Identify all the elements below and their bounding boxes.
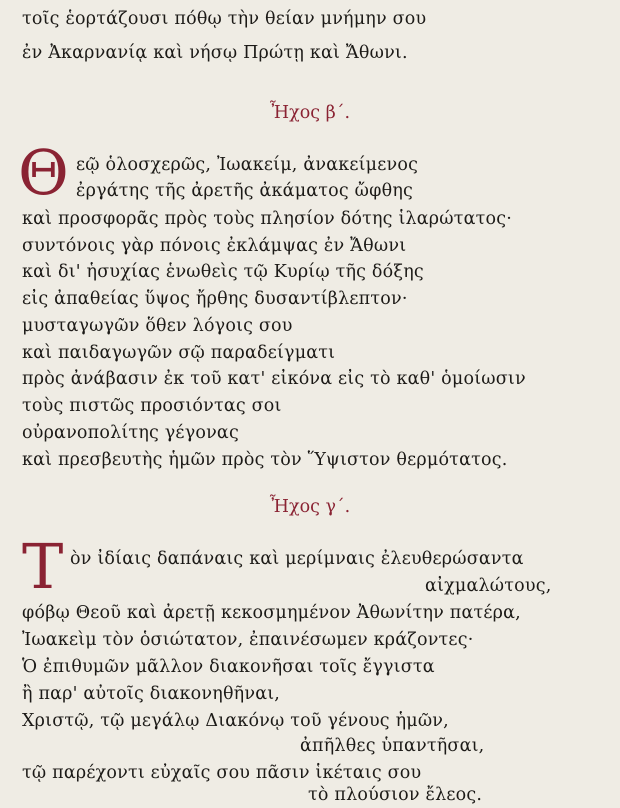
section-heading-tone-2: Ἦχος β΄. bbox=[269, 103, 351, 123]
hymn2-line-12: καὶ πρεσβευτὴς ἡμῶν πρὸς τὸν Ὕψιστον θερμότατος. bbox=[22, 450, 508, 470]
hymn2-line-3: καὶ προσφορᾶς πρὸς τοὺς πλησίον δότης ἱλαρώτατος· bbox=[22, 209, 513, 229]
hymn3-line-4: Ἰωακεὶμ τὸν ὁσιώτατον, ἐπαινέσωμεν κράζοντες· bbox=[22, 630, 474, 650]
hymn3-line-9: τῷ παρέχοντι εὐχαῖς σου πᾶσιν ἱκέταις σου bbox=[22, 763, 422, 783]
drop-cap-theta: Θ bbox=[18, 136, 69, 209]
hymn2-line-6: εἰς ἀπαθείας ὕψος ἤρθης δυσαντίβλεπτον· bbox=[22, 289, 408, 309]
drop-cap-tau: Τ bbox=[22, 530, 64, 603]
hymn3-line-2: αἰχμαλώτους, bbox=[425, 576, 552, 596]
hymn3-line-7: Χριστῷ, τῷ μεγάλῳ Διακόνῳ τοῦ γένους ἡμῶν, bbox=[22, 711, 449, 731]
hymn2-line-11: οὐρανοπολίτης γέγονας bbox=[22, 423, 239, 443]
hymn2-line-10: τοὺς πιστῶς προσιόντας σοι bbox=[22, 396, 282, 416]
hymn3-line-8: ἀπῆλθες ὑπαντῆσαι, bbox=[300, 736, 485, 756]
hymn2-line-4: συντόνοις γὰρ πόνοις ἐκλάμψας ἐν Ἄθωνι bbox=[22, 236, 407, 256]
hymn2-line-1: εῷ ὁλοσχερῶς, Ἰωακείμ, ἀνακείμενος bbox=[76, 155, 419, 175]
intro-line-2: ἐν Ἀκαρνανίᾳ καὶ νήσῳ Πρώτῃ καὶ Ἄθωνι. bbox=[22, 43, 408, 63]
hymn2-line-2: ἐργάτης τῆς ἀρετῆς ἀκάματος ὤφθης bbox=[76, 181, 414, 201]
hymn2-line-8: καὶ παιδαγωγῶν σῷ παραδείγματι bbox=[22, 343, 336, 363]
hymn2-line-9: πρὸς ἀνάβασιν ἐκ τοῦ κατ' εἰκόνα εἰς τὸ καθ' ὁμοίωσιν bbox=[22, 369, 526, 389]
hymn3-line-1: ὸν ἰδίαις δαπάναις καὶ μερίμναις ἐλευθερώσαντα bbox=[70, 549, 524, 569]
hymn3-line-6: ἢ παρ' αὐτοῖς διακονηθῆναι, bbox=[22, 684, 281, 704]
hymn3-line-5: Ὁ ἐπιθυμῶν μᾶλλον διακονῆσαι τοῖς ἔγγιστα bbox=[22, 657, 435, 677]
hymn2-line-7: μυσταγωγῶν ὅθεν λόγοις σου bbox=[22, 316, 293, 336]
intro-line-1: τοῖς ἑορτάζουσι πόθῳ τὴν θείαν μνήμην σου bbox=[22, 9, 427, 29]
hymn3-line-10: τὸ πλούσιον ἔλεος. bbox=[308, 785, 483, 805]
hymn2-line-5: καὶ δι' ἡσυχίας ἑνωθεὶς τῷ Κυρίῳ τῆς δόξης bbox=[22, 262, 424, 282]
hymn3-line-3: φόβῳ Θεοῦ καὶ ἀρετῇ κεκοσμημένον Ἀθωνίτην πατέρα, bbox=[22, 603, 521, 623]
section-heading-tone-3: Ἦχος γ΄. bbox=[269, 497, 351, 517]
